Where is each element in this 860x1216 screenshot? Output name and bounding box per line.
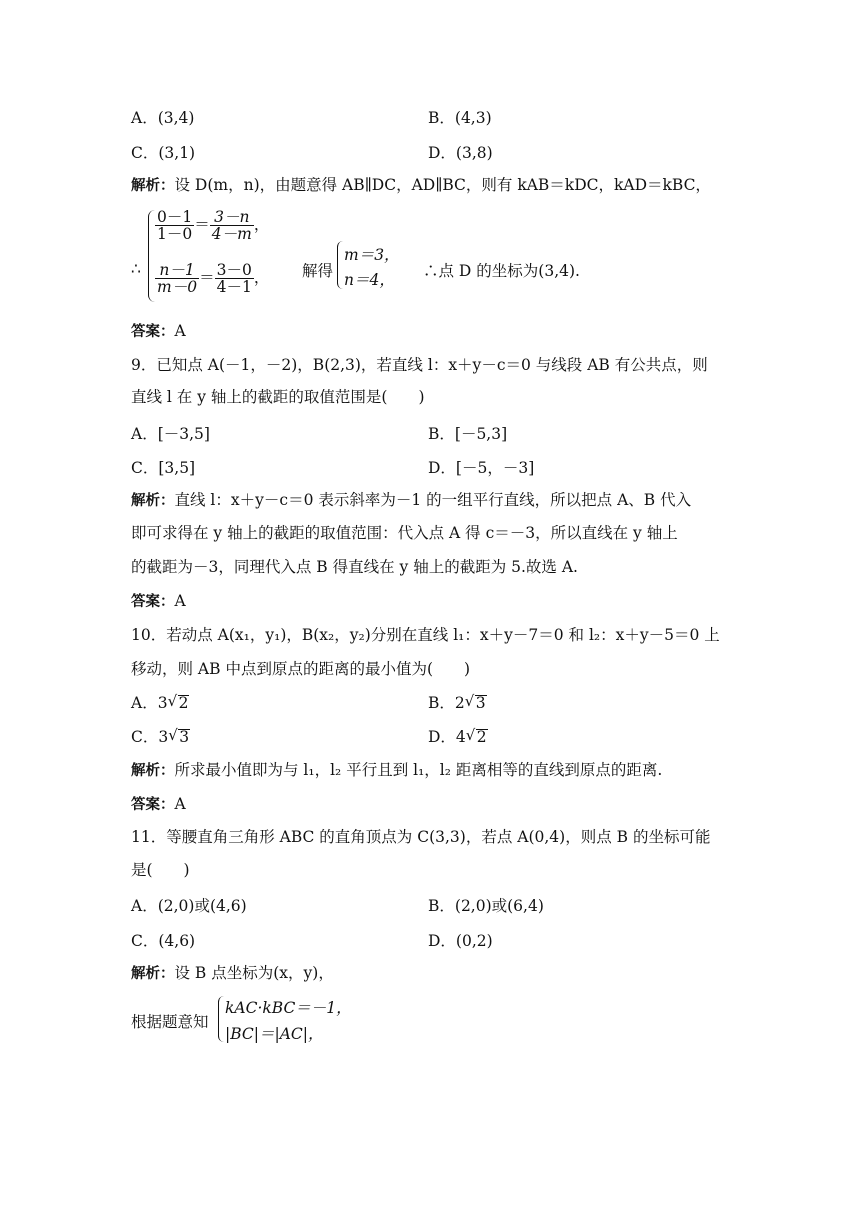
q8-eq1-left: $\frac{0-1}{1-0}$ xyxy=(157,208,193,243)
q11-option-b: B．(2,0)或(6,4) xyxy=(428,897,544,915)
q8-option-b: B．(4,3) xyxy=(428,109,492,127)
q8-analysis-text: 设 D(m，n)，由题意得 AB∥DC，AD∥BC，则有 kAB＝kDC，kAD＝kBC， xyxy=(174,176,711,194)
q11-stem-line-2: 是( ) xyxy=(131,861,190,879)
q8-solution-2: n＝4， xyxy=(344,271,395,289)
q8-solution-1: m＝3， xyxy=(344,246,400,264)
q10-option-a: A．3√ 2 xyxy=(131,691,189,713)
q9-analysis-line-3: 的截距为－3，同理代入点 B 得直线在 y 轴上的截距为 5.故选 A. xyxy=(131,558,578,576)
q11-analysis: 解析：设 B 点坐标为(x，y)， xyxy=(131,964,334,982)
q11-brace xyxy=(218,996,224,1042)
q11-know-label: 根据题意知 xyxy=(131,1013,209,1031)
q8-analysis-label: 解析： xyxy=(131,178,175,194)
q11-option-d: D．(0,2) xyxy=(428,932,493,950)
q8-equation-2: $\frac{n-1}{m-0}$ ＝ $\frac{3-0}{4-1}$ ， xyxy=(157,261,270,296)
q11-condition-2: |BC|＝|AC|， xyxy=(225,1025,324,1043)
q8-therefore: ∴ xyxy=(131,260,141,278)
q10-analysis: 解析：所求最小值即为与 l₁，l₂ 平行且到 l₁，l₂ 距离相等的直线到原点的距离. xyxy=(131,761,663,779)
q11-condition-1: kAC·kBC＝－1， xyxy=(225,999,352,1017)
q9-analysis-line-2: 即可求得在 y 轴上的截距的取值范围：代入点 A 得 c＝－3，所以直线在 y 轴上 xyxy=(131,524,678,542)
q10-option-c: C．3√ 3 xyxy=(131,725,190,747)
q8-solve-label: 解得 xyxy=(302,262,334,280)
q8-equation-1: $\frac{0-1}{1-0}$ ＝ $\frac{3-n}{4-m}$ ， xyxy=(157,208,270,243)
q11-option-a: A．(2,0)或(4,6) xyxy=(131,897,247,915)
q9-option-d: D．[－5，－3] xyxy=(428,459,535,477)
q8-solve-brace xyxy=(337,241,343,289)
q8-analysis xyxy=(131,175,711,196)
q9-option-c: C．[3,5] xyxy=(131,459,196,477)
q9-stem-line-2: 直线 l 在 y 轴上的截距的取值范围是( ) xyxy=(131,388,425,406)
q11-stem-line-1: 11．等腰直角三角形 ABC 的直角顶点为 C(3,3)，若点 A(0,4)，则点 B 的坐标可能 xyxy=(131,828,711,846)
q10-stem-line-1: 10．若动点 A(x₁，y₁)，B(x₂，y₂)分别在直线 l₁：x＋y－7＝0 和 l₂：x＋y－5＝0 上 xyxy=(131,626,720,644)
q8-eq1-right: $\frac{3-n}{4-m}$ xyxy=(211,208,252,243)
q10-answer: 答案：A xyxy=(131,795,186,813)
q11-option-c: C．(4,6) xyxy=(131,932,196,950)
q8-left-brace xyxy=(148,210,155,302)
q8-option-c: C．(3,1) xyxy=(131,144,196,162)
q8-option-a: A．(3,4) xyxy=(131,109,195,127)
q10-option-b: B．2√ 3 xyxy=(428,691,487,713)
q9-answer: 答案：A xyxy=(131,592,186,610)
q8-answer: 答案：A xyxy=(131,322,186,340)
q8-conclusion: ∴点 D 的坐标为(3,4). xyxy=(423,262,580,280)
q9-stem-line-1: 9．已知点 A(－1，－2)，B(2,3)，若直线 l：x＋y－c＝0 与线段 AB 有公共点，则 xyxy=(131,356,708,374)
q10-option-d: D．4√ 2 xyxy=(428,725,488,747)
q8-eq2-right: $\frac{3-0}{4-1}$ xyxy=(216,261,252,296)
q8-eq2-left: $\frac{n-1}{m-0}$ xyxy=(157,261,198,296)
q8-option-d: D．(3,8) xyxy=(428,144,493,162)
q9-option-a: A．[－3,5] xyxy=(131,425,210,443)
q10-stem-line-2: 移动，则 AB 中点到原点的距离的最小值为( ) xyxy=(131,660,471,678)
q9-analysis-line-1: 解析：直线 l：x＋y－c＝0 表示斜率为－1 的一组平行直线，所以把点 A、B 代入 xyxy=(131,491,692,509)
q9-option-b: B．[－5,3] xyxy=(428,425,508,443)
